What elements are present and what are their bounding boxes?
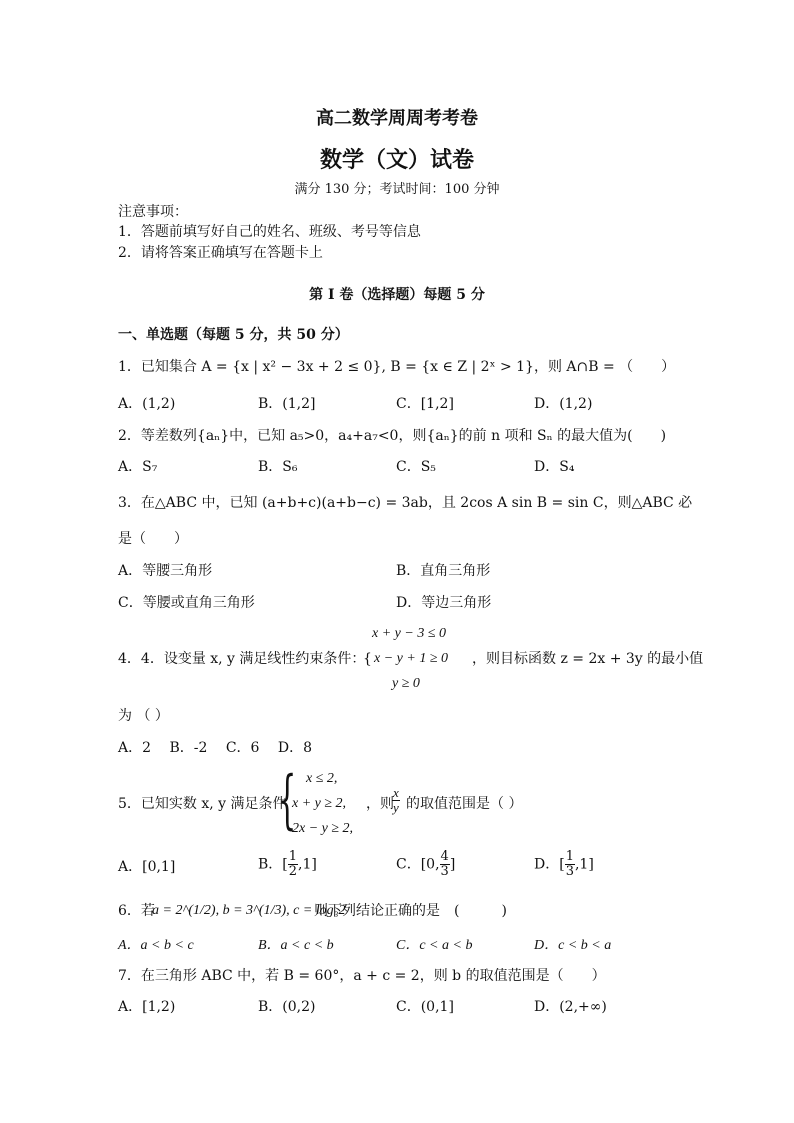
question-6-stem-lead: 6．若 — [118, 903, 155, 919]
question-6-option-a: A．a < b < c — [118, 938, 194, 953]
question-1-option-a: A．(1,2) — [118, 396, 176, 412]
question-7-stem: 7．在三角形 ABC 中，若 B = 60°，a + c = 2，则 b 的取值范围是（ ） — [118, 968, 606, 984]
question-1-stem: 1．已知集合 A = {x | x² − 3x + 2 ≤ 0}, B = {x ∈ Z | 2ˣ > 1}，则 A∩B = （ ） — [118, 359, 676, 375]
question-5-stem-lead: 5．已知实数 x, y 满足条件 — [118, 796, 287, 812]
question-7-option-d: D．(2,+∞) — [534, 999, 607, 1015]
question-4-stem-tail: ，则目标函数 z = 2x + 3y 的最小值 — [472, 651, 704, 667]
notes-heading: 注意事项： — [118, 204, 188, 220]
question-5-option-d: D．[ $\frac{1}{3}$ ,1] — [534, 849, 594, 879]
question-4-brace: { — [363, 651, 372, 667]
question-4-stem-line2: 为 （ ） — [118, 708, 169, 724]
question-4-stem-lead: 4．4．设变量 x, y 满足线性约束条件： — [118, 651, 366, 667]
question-7-option-b: B．(0,2) — [258, 999, 316, 1015]
question-5-stem-mid: ，则 — [366, 796, 394, 812]
question-5-stem-tail: 的取值范围是（ ） — [406, 796, 523, 812]
question-2-stem: 2．等差数列{aₙ}中，已知 a₅>0，a₄+a₇<0，则{aₙ}的前 n 项和 Sₙ 的最大值为( ) — [118, 428, 667, 444]
question-3-option-b: B．直角三角形 — [396, 563, 491, 579]
question-2-option-a: A．S₇ — [118, 459, 158, 475]
question-5-frac-num: x — [393, 785, 399, 800]
question-5-constraint-2: x + y ≥ 2, — [292, 796, 347, 811]
question-3-option-a: A．等腰三角形 — [118, 563, 213, 579]
exam-subtitle: 数学（文）试卷 — [319, 147, 474, 173]
question-5-option-a: A．[0,1] — [118, 859, 176, 875]
question-5-option-c: C．[0, $\frac{4}{3}$ ] — [396, 849, 456, 879]
question-5-fraction — [392, 786, 400, 815]
question-5-brace: { — [278, 763, 297, 837]
question-2-option-b: B．S₆ — [258, 459, 298, 475]
question-4-constraint-3: y ≥ 0 — [392, 676, 420, 691]
question-3-option-c: C．等腰或直角三角形 — [118, 595, 255, 611]
exam-title: 高二数学周周考考卷 — [316, 108, 478, 129]
question-1-option-b: B．(1,2] — [258, 396, 316, 412]
exam-info: 满分 130 分；考试时间：100 分钟 — [294, 182, 500, 197]
question-5-constraint-1: x ≤ 2, — [306, 771, 338, 786]
question-5-option-b: B．[ $\frac{1}{2}$ ,1] — [258, 849, 317, 879]
question-5-frac-den: y — [393, 800, 399, 815]
question-1-option-d: D．(1,2) — [534, 396, 593, 412]
note-item-1: 1．答题前填写好自己的姓名、班级、考号等信息 — [118, 224, 421, 240]
question-6-expr: a = 2^(1/2), b = 3^(1/3), c = log₃2 — [152, 903, 346, 918]
question-6-option-b: B．a < c < b — [258, 938, 334, 953]
question-5-constraint-3: 2x − y ≥ 2, — [292, 821, 354, 836]
question-4-constraint-2: x − y + 1 ≥ 0 — [374, 651, 449, 666]
question-6-stem-tail: 则下列结论正确的是 ( ) — [314, 903, 507, 919]
note-item-2: 2．请将答案正确填写在答题卡上 — [118, 245, 323, 261]
part-title: 一、单选题（每题 5 分，共 50 分） — [118, 327, 349, 343]
question-1-option-c: C．[1,2] — [396, 396, 454, 412]
question-4-constraint-1: x + y − 3 ≤ 0 — [372, 626, 447, 641]
question-2-option-d: D．S₄ — [534, 459, 575, 475]
question-6-option-c: C．c < a < b — [396, 938, 473, 953]
question-3-stem-line2: 是（ ） — [118, 531, 188, 547]
question-3-option-d: D．等边三角形 — [396, 595, 492, 611]
volume-title: 第 I 卷（选择题）每题 5 分 — [309, 287, 485, 303]
question-2-option-c: C．S₅ — [396, 459, 436, 475]
question-6-option-d: D．c < b < a — [534, 938, 612, 953]
question-7-option-a: A．[1,2) — [118, 999, 176, 1015]
question-3-stem-line1: 3．在△ABC 中，已知 (a+b+c)(a+b−c) = 3ab，且 2cos A sin B = sin C，则△ABC 必 — [118, 495, 693, 511]
question-4-options: A．2 B．-2 C．6 D．8 — [118, 740, 313, 756]
question-7-option-c: C．(0,1] — [396, 999, 454, 1015]
